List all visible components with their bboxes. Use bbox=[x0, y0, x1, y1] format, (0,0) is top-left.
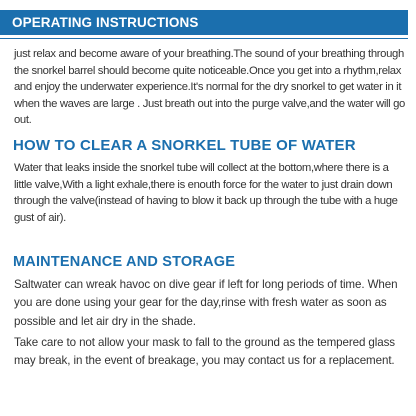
maintenance-heading: MAINTENANCE AND STORAGE bbox=[13, 254, 236, 270]
intro-paragraph: just relax and become aware of your breathing.The sound of your breathing through the snorkel barrel should become quite noticeable.Once you get into a rhythm,relax and enjoy the underwater experience.It's normal for the dry snorkel to get water in it when the waves are large . Just breath out into the purge valve,and the water will go out. bbox=[14, 48, 405, 126]
maintenance-paragraph-2: Take care to not allow your mask to fall to the ground as the tempered glass may break, in the event of breakage, you may contact us for a replacement. bbox=[14, 336, 396, 368]
maintenance-paragraph-1: Saltwater can wreak havoc on dive gear if left for long periods of time. When you are done using your gear for the day,rinse with fresh water as soon as possible and let air dry in the shade. bbox=[14, 278, 398, 328]
clear-snorkel-paragraph: Water that leaks inside the snorkel tube will collect at the bottom,where there is a little valve,With a light exhale,there is enouth force for the water to just drain down through the valve(instead of having to blow it back up through the tube with a huge gust of air). bbox=[14, 162, 398, 224]
clear-snorkel-heading: HOW TO CLEAR A SNORKEL TUBE OF WATER bbox=[13, 137, 356, 154]
banner-divider bbox=[0, 38, 408, 39]
operating-instructions-banner: OPERATING INSTRUCTIONS bbox=[0, 10, 408, 35]
